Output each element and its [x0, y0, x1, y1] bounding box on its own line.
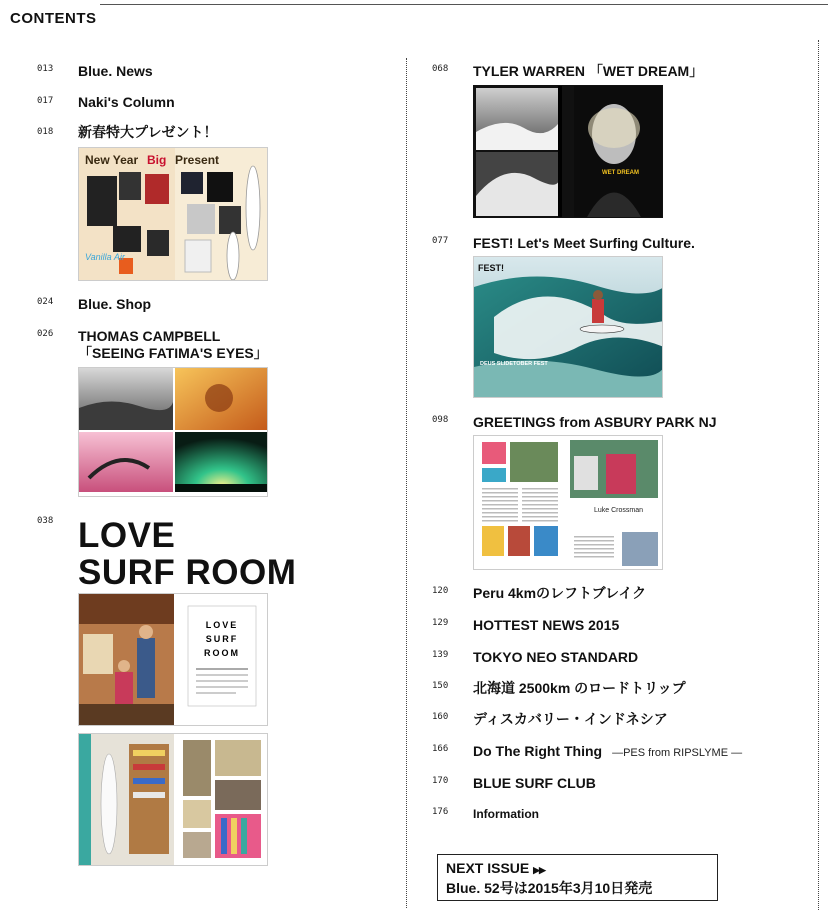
fest-label: FEST!: [478, 263, 504, 273]
next-issue-date: Blue. 52号は2015年3月10日発売: [446, 880, 653, 896]
lsr-word-love: LOVE: [205, 620, 239, 630]
toc-link-information[interactable]: Information: [473, 807, 539, 821]
toc-link-blue-surf-club[interactable]: BLUE SURF CLUB: [473, 775, 596, 791]
do-the-right-thing-title: Do The Right Thing: [473, 743, 603, 759]
do-the-right-thing-subtitle: —PES from RIPSLYME —: [612, 747, 743, 759]
page-number: 026: [37, 329, 54, 339]
right-border: [818, 40, 819, 910]
column-divider: [406, 58, 407, 908]
toc-link-thomas-campbell-subtitle[interactable]: 「SEEING FATIMA'S EYES」: [78, 345, 268, 361]
toc-link-hokkaido[interactable]: 北海道 2500km のロードトリップ: [473, 680, 686, 696]
next-issue-box: [437, 854, 718, 901]
page-number: 098: [432, 415, 449, 425]
thumbnail-thomas-campbell[interactable]: [78, 367, 268, 497]
toc-link-love-surf-room[interactable]: [78, 517, 296, 591]
thumbnail-asbury-park[interactable]: [473, 435, 663, 570]
thumbnail-fest[interactable]: [473, 256, 663, 398]
page-number: 129: [432, 618, 449, 628]
toc-link-tokyo-neo-standard[interactable]: TOKYO NEO STANDARD: [473, 649, 639, 665]
page-title: CONTENTS: [10, 10, 97, 27]
toc-link-nakis-column[interactable]: Naki's Column: [78, 94, 175, 110]
deus-label: DEUS SLIDETOBER FEST: [480, 361, 548, 367]
next-issue-arrows-icon: ▶▶: [533, 865, 545, 875]
vanilla-air-logo: Vanilla Air: [85, 252, 125, 262]
thumbnail-love-surf-room-1[interactable]: [78, 593, 268, 726]
thumbnail-tyler-warren[interactable]: [473, 85, 663, 218]
lsr-word-surf: SURF: [205, 634, 239, 644]
page-number: 024: [37, 297, 54, 307]
toc-link-blue-news[interactable]: Blue. News: [78, 63, 153, 79]
toc-link-discovery-indonesia[interactable]: ディスカバリー・インドネシア: [473, 711, 668, 727]
toc-link-peru[interactable]: Peru 4kmのレフトブレイク: [473, 585, 647, 601]
present-heading-part1: New Year: [85, 153, 139, 167]
toc-link-thomas-campbell[interactable]: THOMAS CAMPBELL: [78, 328, 221, 344]
page-number: 077: [432, 236, 449, 246]
toc-link-tyler-warren[interactable]: TYLER WARREN 「WET DREAM」: [473, 63, 704, 79]
wet-dream-label: WET DREAM: [602, 170, 639, 176]
page-number: 017: [37, 96, 54, 106]
page-number: 068: [432, 64, 449, 74]
lsr-word-room: ROOM: [204, 648, 240, 658]
page-number: 176: [432, 807, 449, 817]
toc-link-blue-shop[interactable]: Blue. Shop: [78, 296, 152, 312]
love-surf-room-line2: SURF ROOM: [78, 553, 297, 592]
toc-link-hottest-news[interactable]: HOTTEST NEWS 2015: [473, 617, 620, 633]
page-number: 166: [432, 744, 449, 754]
next-issue-label: NEXT ISSUE: [446, 860, 530, 876]
thumbnail-new-year-present[interactable]: [78, 147, 268, 281]
page-number: 013: [37, 64, 54, 74]
page-number: 120: [432, 586, 449, 596]
love-surf-room-line1: LOVE: [78, 516, 176, 555]
page-number: 139: [432, 650, 449, 660]
toc-link-do-the-right-thing[interactable]: [473, 743, 742, 762]
toc-link-asbury-park[interactable]: GREETINGS from ASBURY PARK NJ: [473, 414, 717, 430]
page-number: 018: [37, 127, 54, 137]
page-number: 038: [37, 516, 54, 526]
page-number: 150: [432, 681, 449, 691]
header-rule: [100, 4, 828, 5]
toc-link-new-year-present[interactable]: 新春特大プレゼント！: [78, 124, 218, 140]
present-heading-part3: Present: [175, 153, 220, 167]
present-heading-part2: Big: [147, 153, 167, 167]
toc-link-fest[interactable]: FEST! Let's Meet Surfing Culture.: [473, 235, 695, 251]
luke-crossman-label: Luke Crossman: [594, 507, 644, 514]
thumbnail-love-surf-room-2[interactable]: [78, 733, 268, 866]
page-number: 160: [432, 712, 449, 722]
page-number: 170: [432, 776, 449, 786]
